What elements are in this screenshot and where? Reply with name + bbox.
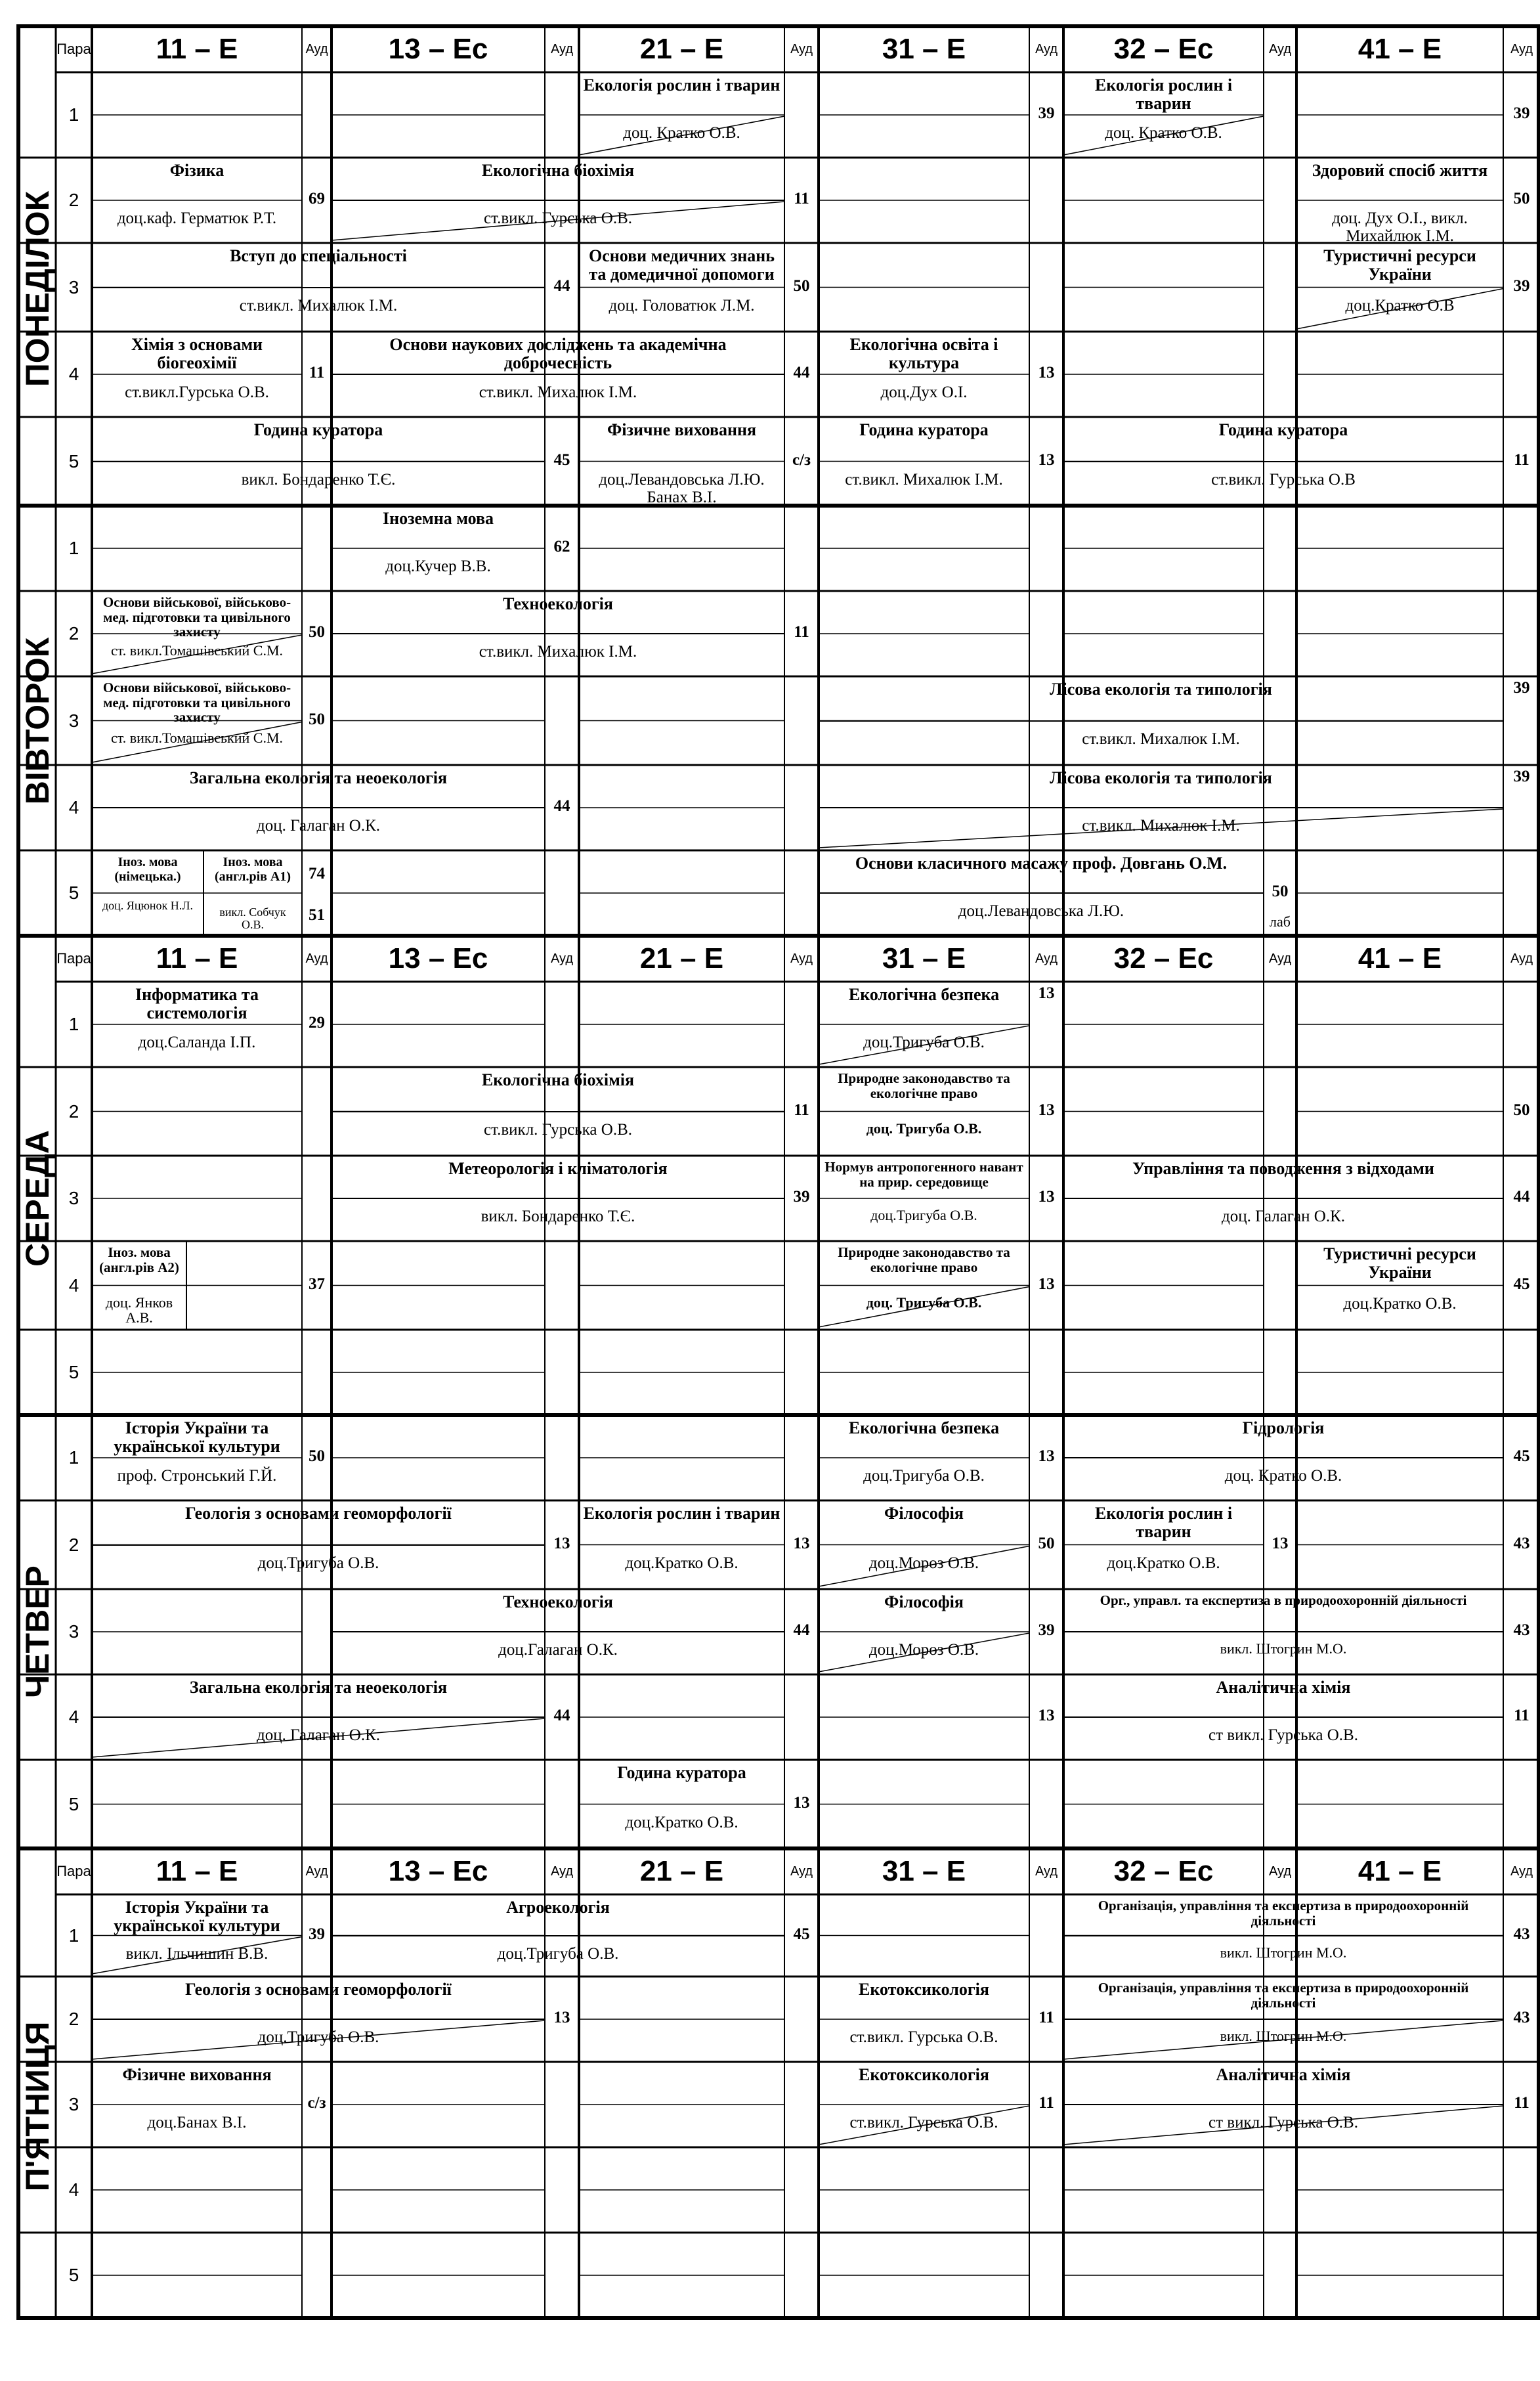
day-label: П'ЯТНИЦЯ	[18, 2021, 56, 2191]
pair-number: 4	[68, 1275, 79, 1296]
room-number: 11	[794, 1101, 809, 1119]
subject-title: Екологія рослин і тварин	[1094, 76, 1233, 114]
room-number: 13	[1272, 1534, 1289, 1552]
subject-title: Основи класичного масажу проф. Довгань О.М.	[855, 854, 1228, 873]
header-group-1: 11 – Е	[156, 942, 238, 974]
subject-title: Організація, управління та експертиза в природоохоронній діяльності	[1098, 1980, 1469, 2011]
teacher-name: доц.Тригуба О.В.	[257, 2028, 379, 2046]
room-number: 45	[553, 450, 570, 469]
teacher-name: доц. Галаган О.К.	[256, 1726, 381, 1744]
pair-number: 1	[68, 1925, 79, 1946]
room-number: 13	[793, 1534, 810, 1552]
room-number: 50	[1272, 883, 1289, 900]
subject-title: Філософія	[884, 1504, 964, 1523]
teacher-name: ст викл. Гурська О.В.	[1208, 2114, 1358, 2131]
header-aud: Ауд	[1035, 951, 1058, 966]
subject-title: Основи військової, військово-мед. підготовки та цивільного захисту	[102, 594, 291, 640]
subject-title: Екотоксикологія	[859, 2065, 989, 2084]
teacher-name: ст.викл. Михалюк І.М.	[239, 296, 398, 315]
teacher-name: доц. Тригуба О.В.	[866, 1294, 982, 1311]
header-group-6: 41 – Е	[1358, 33, 1442, 65]
day-label: ПОНЕДІЛОК	[18, 190, 56, 387]
room-number: 13	[1038, 1707, 1055, 1724]
room-number: 44	[553, 1707, 570, 1724]
header-aud: Ауд	[1035, 42, 1058, 56]
subject-title: Орг., управл. та експертиза в природоохоронній діяльності	[1100, 1592, 1467, 1608]
split-cell-text: Іноз. мова (німецька.)	[114, 855, 181, 884]
header-group-3: 21 – Е	[639, 1855, 724, 1887]
room-number: 43	[1513, 2009, 1530, 2026]
subject-title: Година куратора	[1218, 420, 1348, 439]
subject-title: Екологія рослин і тварин	[1094, 1504, 1233, 1542]
teacher-name: доц.Кучер В.В.	[385, 557, 491, 575]
teacher-name: доц. Кратко О.В.	[1105, 124, 1222, 142]
room-number: 43	[1513, 1534, 1530, 1552]
subject-title: Метеорологія і кліматологія	[448, 1159, 668, 1178]
subject-title: Екологічна біохімія	[481, 161, 635, 180]
subject-title: Загальна екологія та неоекологія	[189, 1678, 448, 1697]
pair-number: 1	[68, 1014, 79, 1034]
header-para: Пара	[56, 41, 91, 57]
pair-number: 3	[68, 276, 79, 297]
teacher-name: ст.викл. Гурська О.В.	[483, 209, 633, 227]
header-aud: Ауд	[305, 1864, 328, 1879]
header-aud: Ауд	[790, 42, 813, 56]
room-number: 74	[309, 865, 325, 883]
teacher-name: доц.Банах В.І.	[147, 2114, 247, 2131]
teacher-name: викл. Штогрин М.О.	[1220, 1640, 1347, 1657]
teacher-name: доц.Кратко О.В.	[1343, 1294, 1457, 1313]
subject-title: Туристичні ресурси України	[1323, 246, 1476, 284]
teacher-name: викл. Бондаренко Т.Є.	[481, 1208, 635, 1225]
teacher-name: ст.викл. Михалюк І.М.	[845, 470, 1003, 489]
pair-number: 5	[68, 2265, 79, 2285]
teacher-name: доц. Кратко О.В.	[623, 124, 740, 142]
pair-number: 5	[68, 1793, 79, 1814]
header-group-5: 32 – Ес	[1113, 1855, 1214, 1887]
teacher-name: викл. Штогрин М.О.	[1220, 2028, 1347, 2044]
room-number: 13	[1038, 1188, 1055, 1206]
subject-title: Нормув антропогенного навант на прир. середовище	[824, 1159, 1023, 1190]
header-group-4: 31 – Е	[882, 1855, 966, 1887]
room-number: 43	[1513, 1621, 1530, 1639]
teacher-name: ст. викл.Томашівський С.М.	[110, 729, 284, 746]
header-aud: Ауд	[305, 951, 328, 966]
pair-number: 1	[68, 1447, 79, 1468]
room-number: с/з	[307, 2094, 326, 2112]
subject-title: Хімія з основами біогеохімії	[131, 335, 263, 373]
pair-number: 3	[68, 1621, 79, 1642]
teacher-name: доц.Тригуба О.В.	[257, 1554, 379, 1572]
room-number: 11	[794, 190, 809, 208]
subject-title: Історія України та української культури	[114, 1418, 280, 1456]
header-aud: Ауд	[790, 951, 813, 966]
teacher-name: доц.Кратко О.В.	[625, 1554, 738, 1572]
header-group-6: 41 – Е	[1358, 942, 1442, 974]
room-number: 39	[793, 1188, 810, 1206]
header-group-1: 11 – Е	[156, 33, 238, 65]
pair-number: 3	[68, 2094, 79, 2114]
teacher-name: доц. Тригуба О.В.	[866, 1120, 982, 1137]
teacher-name: доц.Саланда І.П.	[138, 1034, 256, 1051]
subject-title: Екологічна освіта і культура	[849, 335, 998, 373]
pair-number: 2	[68, 2009, 79, 2029]
subject-title: Година куратора	[617, 1763, 746, 1782]
pair-number: 3	[68, 1188, 79, 1208]
header-aud: Ауд	[1268, 42, 1292, 56]
room-number: 50	[1038, 1534, 1055, 1552]
pair-number: 5	[68, 450, 79, 471]
room-number: 11	[1038, 2094, 1054, 2112]
header-aud: Ауд	[790, 1864, 813, 1879]
subject-title: Лісова екологія та типологія	[1050, 768, 1272, 787]
teacher-name: доц.Дух О.І.	[880, 383, 968, 401]
subject-title: Година куратора	[253, 420, 383, 439]
room-number: 13	[1038, 450, 1055, 469]
pair-number: 4	[68, 797, 79, 818]
teacher-name: доц.каф. Герматюк Р.Т.	[117, 209, 277, 227]
room-number: 50	[1513, 190, 1530, 208]
teacher-name: ст.викл. Гурська О.В	[1211, 470, 1356, 489]
room-number: 44	[1513, 1188, 1530, 1206]
subject-title: Загальна екологія та неоекологія	[189, 768, 448, 787]
header-aud: Ауд	[1035, 1864, 1058, 1879]
room-number: 50	[309, 623, 325, 641]
room-number: 44	[553, 797, 570, 815]
teacher-name: викл. Ільчишин В.В.	[125, 1944, 268, 1963]
header-para: Пара	[56, 950, 91, 967]
subject-title: Основи наукових досліджень та академічна доброчесність	[389, 335, 727, 373]
subject-title: Організація, управління та експертиза в природоохоронній діяльності	[1098, 1898, 1469, 1929]
subject-title: Техноекологія	[503, 1592, 613, 1611]
room-number: 13	[1038, 1101, 1055, 1119]
room-number: 39	[1513, 276, 1530, 295]
teacher-name: доц.Тригуба О.В.	[497, 1944, 619, 1963]
subject-title: Геологія з основами геоморфології	[185, 1980, 452, 1999]
subject-title: Інформатика та системологія	[135, 985, 259, 1023]
room-number: 50	[309, 1447, 325, 1465]
header-group-5: 32 – Ес	[1113, 942, 1214, 974]
teacher-name: ст.викл. Михалюк І.М.	[479, 643, 637, 661]
subject-title: Основи військової, військово-мед. підготовки та цивільного захисту	[102, 680, 291, 726]
subject-title: Лісова екологія та типологія	[1050, 680, 1272, 699]
header-group-1: 11 – Е	[156, 1855, 238, 1887]
subject-title: Вступ до спеціальності	[230, 246, 407, 265]
subject-title: Техноекологія	[503, 594, 613, 613]
room-number: 11	[1514, 1707, 1529, 1724]
header-aud: Ауд	[1510, 42, 1533, 56]
header-aud: Ауд	[1268, 951, 1292, 966]
header-group-2: 13 – Ес	[388, 1855, 488, 1887]
header-para: Пара	[56, 1863, 91, 1879]
subject-title: Управління та поводження з відходами	[1132, 1159, 1434, 1178]
subject-title: Екотоксикологія	[859, 1980, 989, 1999]
split-cell-text: доц. Яцюнок Н.Л.	[102, 899, 193, 912]
pair-number: 4	[68, 364, 79, 384]
header-aud: Ауд	[550, 42, 574, 56]
teacher-name: доц. Янков А.В.	[105, 1294, 173, 1326]
header-group-2: 13 – Ес	[388, 33, 488, 65]
room-number: 50	[1513, 1101, 1530, 1119]
teacher-name: доц.Галаган О.К.	[498, 1641, 618, 1659]
room-number: 44	[793, 364, 810, 382]
teacher-name: доц. Головатюк Л.М.	[609, 296, 755, 315]
pair-number: 2	[68, 1534, 79, 1555]
subject-title: Аналітична хімія	[1216, 1678, 1351, 1697]
day-label: ЧЕТВЕР	[18, 1565, 56, 1698]
subject-title: Історія України та української культури	[114, 1898, 280, 1936]
room-number: 39	[1513, 768, 1530, 785]
pair-number: 1	[68, 538, 79, 558]
teacher-name: ст.викл. Гурська О.В.	[483, 1120, 633, 1139]
teacher-name: доц. Кратко О.В.	[1224, 1467, 1342, 1485]
day-label: ВІВТОРОК	[18, 637, 56, 804]
subject-title: Фізичне виховання	[607, 420, 757, 439]
split-cell-text: викл. Собчук О.В.	[219, 906, 286, 932]
room-number: 39	[1038, 104, 1055, 122]
subject-title: Фізика	[169, 161, 225, 180]
pair-number: 2	[68, 623, 79, 644]
subject-title: Іноземна мова	[382, 509, 494, 528]
header-group-3: 21 – Е	[639, 942, 724, 974]
subject-title: Фізичне виховання	[122, 2065, 272, 2084]
pair-number: 1	[68, 104, 79, 125]
teacher-name: ст.викл. Гурська О.В.	[849, 2114, 998, 2131]
subject-title: Година куратора	[859, 420, 989, 439]
room-number: 13	[1038, 984, 1055, 1002]
room-number: 50	[309, 710, 325, 728]
room-number: 44	[553, 276, 570, 295]
header-group-4: 31 – Е	[882, 33, 966, 65]
room-number: 45	[1513, 1447, 1530, 1465]
room-number: 13	[553, 2009, 570, 2026]
subject-title: Екологічна біохімія	[481, 1070, 635, 1089]
teacher-name: ст.викл. Гурська О.В.	[849, 2028, 998, 2046]
teacher-name: доц.Мороз О.В.	[868, 1554, 979, 1572]
pair-number: 2	[68, 190, 79, 210]
room-number: 13	[553, 1534, 570, 1552]
teacher-name: доц.Тригуба О.В.	[863, 1034, 985, 1051]
subject-title: Туристичні ресурси України	[1323, 1244, 1476, 1282]
teacher-name: доц.Левандовська Л.Ю.	[958, 902, 1124, 920]
room-number: 45	[793, 1925, 810, 1943]
subject-title: Основи медичних знань та домедичної допомоги	[589, 246, 775, 284]
room-number: 62	[553, 538, 570, 556]
subject-title: Природне законодавство та екологічне право	[838, 1244, 1010, 1275]
pair-number: 4	[68, 1707, 79, 1727]
teacher-name: ст викл. Гурська О.В.	[1208, 1726, 1358, 1744]
teacher-name: доц.Кратко О.В	[1345, 296, 1455, 315]
subject-title: Здоровий спосіб життя	[1312, 161, 1488, 180]
room-number: 11	[794, 623, 809, 641]
pair-number: 2	[68, 1101, 79, 1122]
header-group-4: 31 – Е	[882, 942, 966, 974]
room-number: 37	[309, 1275, 325, 1293]
room-number: 13	[1038, 1447, 1055, 1465]
room-number: 44	[793, 1621, 810, 1639]
header-aud: Ауд	[1510, 951, 1533, 966]
teacher-name: доц.Левандовська Л.Ю. Банах В.І.	[599, 470, 765, 506]
pair-number: 5	[68, 883, 79, 903]
room-number: 11	[1038, 2009, 1054, 2026]
header-aud: Ауд	[550, 951, 574, 966]
room-number: 39	[1513, 679, 1530, 697]
room-number: 69	[309, 190, 325, 208]
subject-title: Екологічна безпека	[848, 985, 1000, 1004]
teacher-name: доц.Кратко О.В.	[625, 1813, 738, 1831]
teacher-name: викл. Штогрин М.О.	[1220, 1944, 1347, 1961]
room-number: 13	[793, 1793, 810, 1812]
subject-title: Екологічна безпека	[848, 1418, 1000, 1437]
header-aud: Ауд	[305, 42, 328, 56]
subject-title: Іноз. мова (англ.рів А2)	[99, 1244, 179, 1275]
day-label: СЕРЕДА	[18, 1130, 56, 1267]
teacher-name: викл. Бондаренко Т.Є.	[241, 470, 396, 489]
teacher-name: ст.викл. Михалюк І.М.	[1082, 730, 1240, 748]
header-aud: Ауд	[1510, 1864, 1533, 1879]
room-number: 51	[309, 906, 325, 924]
room-number: 13	[1038, 364, 1055, 382]
teacher-name: проф. Стронський Г.Й.	[117, 1467, 277, 1485]
room-number: с/з	[792, 450, 811, 469]
subject-title: Природне законодавство та екологічне право	[838, 1070, 1010, 1101]
room-number: 11	[309, 364, 325, 382]
teacher-name: доц. Галаган О.К.	[256, 817, 381, 835]
subject-title: Агроекологія	[506, 1898, 610, 1917]
header-group-5: 32 – Ес	[1113, 33, 1214, 65]
room-number: 45	[1513, 1275, 1530, 1293]
room-number: 11	[1514, 2094, 1529, 2112]
teacher-name: ст.викл.Гурська О.В.	[125, 383, 269, 401]
subject-title: Гідрологія	[1242, 1418, 1325, 1437]
room-number: 50	[793, 276, 810, 295]
header-group-2: 13 – Ес	[388, 942, 488, 974]
room-number: 13	[1038, 1275, 1055, 1293]
subject-title: Філософія	[884, 1592, 964, 1611]
teacher-name: доц.Тригуба О.В.	[863, 1467, 985, 1485]
teacher-name: ст.викл. Михалюк І.М.	[1082, 817, 1240, 835]
pair-number: 3	[68, 710, 79, 731]
subject-title: Геологія з основами геоморфології	[185, 1504, 452, 1523]
teacher-name: доц.Кратко О.В.	[1107, 1554, 1220, 1572]
header-group-3: 21 – Е	[639, 33, 724, 65]
split-cell-text: Іноз. мова (англ.рів А1)	[214, 855, 291, 884]
room-type: лаб	[1270, 913, 1291, 930]
subject-title: Екологія рослин і тварин	[583, 76, 781, 95]
header-aud: Ауд	[550, 1864, 574, 1879]
room-number: 39	[309, 1925, 325, 1943]
pair-number: 5	[68, 1362, 79, 1382]
teacher-name: доц.Мороз О.В.	[868, 1641, 979, 1659]
header-group-6: 41 – Е	[1358, 1855, 1442, 1887]
subject-title: Аналітична хімія	[1216, 2065, 1351, 2084]
room-number: 39	[1513, 104, 1530, 122]
teacher-name: доц. Галаган О.К.	[1221, 1208, 1346, 1225]
teacher-name: доц.Тригуба О.В.	[870, 1207, 977, 1223]
subject-title: Екологія рослин і тварин	[583, 1504, 781, 1523]
teacher-name: ст.викл. Михалюк І.М.	[479, 383, 637, 401]
header-aud: Ауд	[1268, 1864, 1292, 1879]
teacher-name: ст. викл.Томашівський С.М.	[110, 642, 284, 659]
pair-number: 4	[68, 2179, 79, 2200]
teacher-name: доц. Дух О.І., викл. Михайлюк І.М.	[1332, 209, 1468, 245]
room-number: 11	[1514, 450, 1529, 469]
room-number: 43	[1513, 1925, 1530, 1943]
room-number: 39	[1038, 1621, 1055, 1639]
room-number: 29	[309, 1014, 325, 1032]
